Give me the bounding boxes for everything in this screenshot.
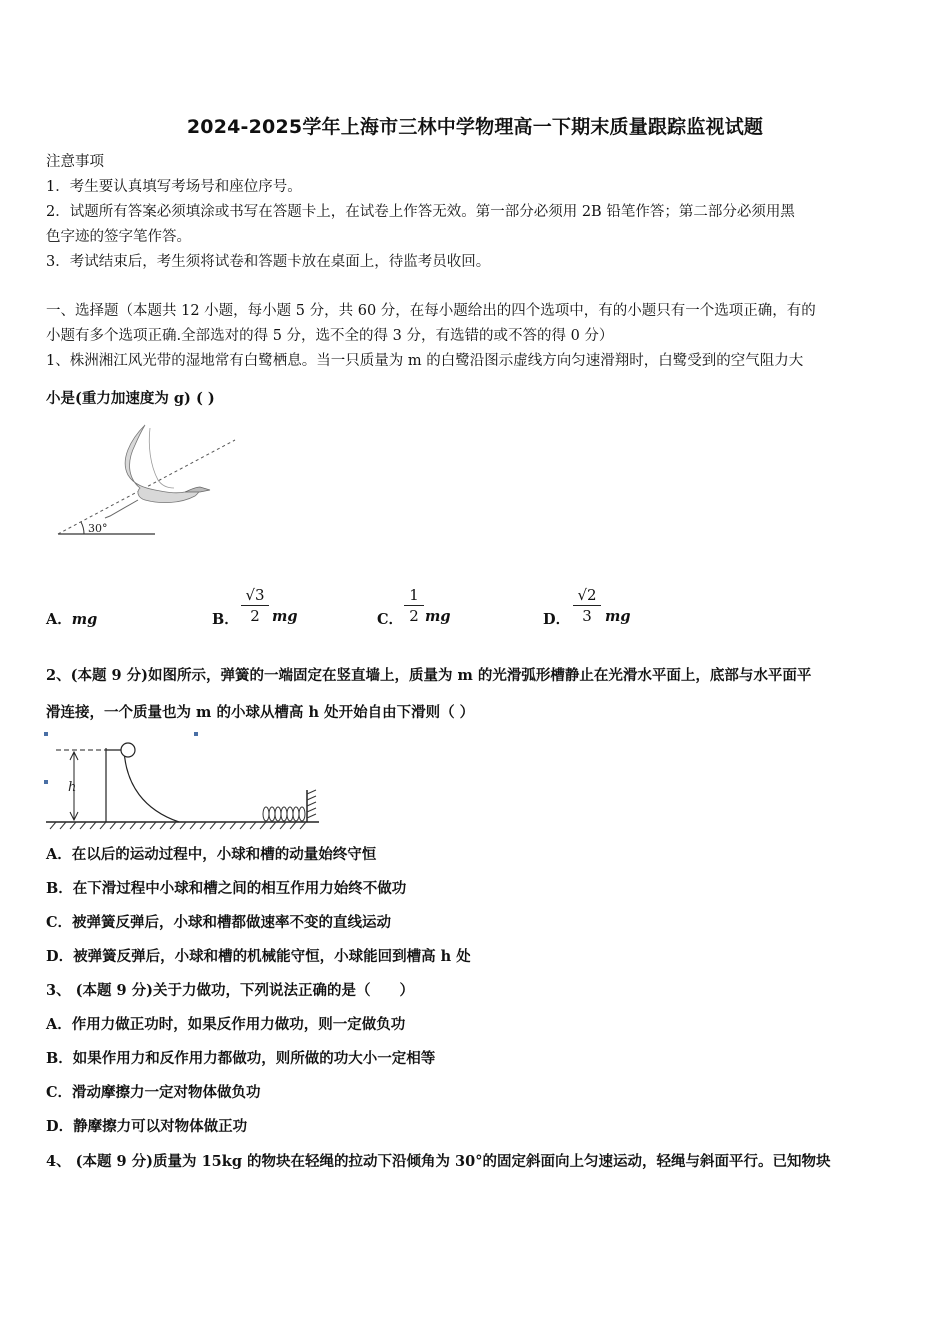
q1-option-b-label: B． [212, 611, 239, 628]
q1-option-c-mg: mg [425, 608, 451, 625]
spring-track-figure [44, 730, 329, 832]
question-1-stem: 1、株洲湘江风光带的湿地常有白鹭栖息。当一只质量为 m 的白鹭沿图示虚线方向匀速滑翔时，白鹭受到的空气阻力大 [46, 353, 804, 369]
q3-option-a: A．作用力做正功时，如果反作用力做功，则一定做负功 [46, 1016, 406, 1033]
q2-option-b: B．在下滑过程中小球和槽之间的相互作用力始终不做功 [46, 880, 407, 897]
section-instructions: 一、选择题（本题共 12 小题，每小题 5 分，共 60 分，在每小题给出的四个选项中，有的小题只有一个选项正确，有的 [46, 303, 816, 319]
notice-item: 2．试题所有答案必须填涂或书写在答题卡上，在试卷上作答无效。第一部分必须用 2B 铅笔作答；第二部分必须用黑 [46, 204, 795, 220]
egret-figure [50, 420, 250, 545]
h-label: h [68, 780, 77, 795]
q2-option-a: A．在以后的运动过程中，小球和槽的动量始终守恒 [46, 846, 377, 863]
question-4-stem: 4、 (本题 9 分)质量为 15kg 的物块在轻绳的拉动下沿倾角为 30°的固定斜面向上匀速运动，轻绳与斜面平行。已知物块 [46, 1153, 831, 1170]
q1-option-b-mg: mg [272, 608, 298, 625]
notice-item: 3．考试结束后，考生须将试卷和答题卡放在桌面上，待监考员收回。 [46, 254, 491, 270]
question-1-stem: 小是(重力加速度为 g) ( ) [46, 390, 215, 407]
q1-option-c-fraction: 1 2 [404, 586, 424, 625]
notice-item: 1．考生要认真填写考场号和座位序号。 [46, 179, 302, 195]
q1-option-b-fraction: √3 2 [241, 586, 269, 625]
question-2-stem: 滑连接，一个质量也为 m 的小球从槽高 h 处开始自由下滑则（ ） [46, 704, 475, 721]
q2-option-d: D．被弹簧反弹后，小球和槽的机械能守恒，小球能回到槽高 h 处 [46, 948, 471, 965]
page-title: 2024-2025学年上海市三林中学物理高一下期末质量跟踪监视试题 [186, 116, 764, 138]
q3-option-b: B．如果作用力和反作用力都做功，则所做的功大小一定相等 [46, 1050, 436, 1067]
angle-label: 30° [88, 522, 108, 535]
section-instructions: 小题有多个选项正确.全部选对的得 5 分，选不全的得 3 分，有选错的或不答的得 0 分） [46, 328, 614, 344]
question-3-stem: 3、 (本题 9 分)关于力做功，下列说法正确的是（ ） [46, 982, 415, 999]
q1-option-d-label: D． [543, 611, 571, 628]
q1-option-d-fraction: √2 3 [573, 586, 601, 625]
notice-item: 色字迹的签字笔作答。 [46, 229, 191, 245]
q1-option-c-label: C． [377, 611, 404, 628]
q1-option-d-mg: mg [605, 608, 631, 625]
q3-option-c: C．滑动摩擦力一定对物体做负功 [46, 1084, 261, 1101]
q2-option-c: C．被弹簧反弹后，小球和槽都做速率不变的直线运动 [46, 914, 392, 931]
q3-option-d: D．静摩擦力可以对物体做正功 [46, 1118, 248, 1135]
q1-option-a: A．mg [46, 611, 98, 628]
question-2-stem: 2、(本题 9 分)如图所示，弹簧的一端固定在竖直墙上，质量为 m 的光滑弧形槽静止在光滑水平面上，底部与水平面平 [46, 667, 812, 684]
notice-heading: 注意事项 [46, 154, 104, 170]
